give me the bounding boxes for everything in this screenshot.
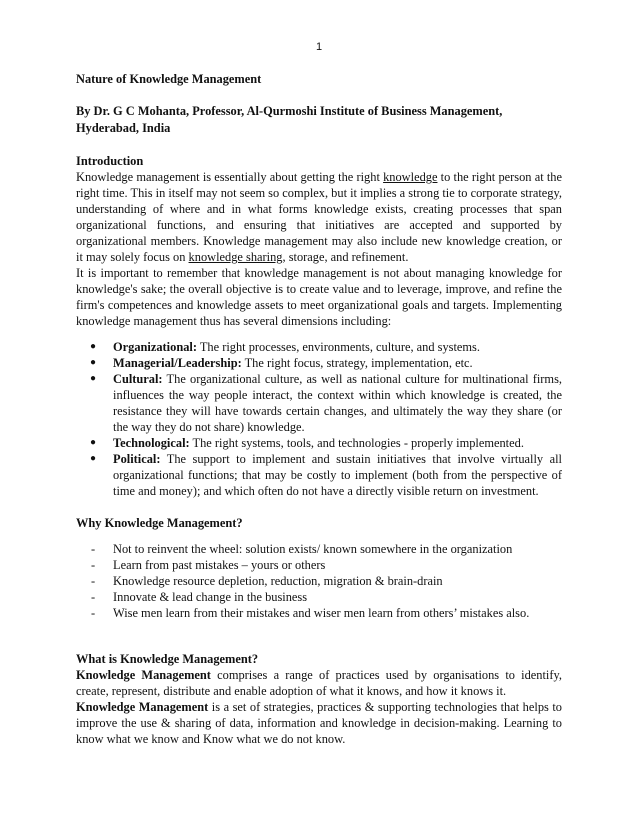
what-heading: What is Knowledge Management? xyxy=(76,652,259,666)
dimension-term: Political: xyxy=(113,452,161,466)
dimensions-list xyxy=(76,339,562,499)
what-paragraph-2 xyxy=(76,699,562,747)
why-item-text: Learn from past mistakes – yours or others xyxy=(113,558,326,572)
dimension-text: The organizational culture, as well as national culture for multinational firms, influences the way people interact, the context within which knowledge is created, the resistance they will have towards certain changes, and ultimately the way they share (or the way they do not share) knowledge. xyxy=(113,372,562,434)
dash-marker: - xyxy=(91,606,96,620)
knowledge-sharing-link[interactable]: knowledge sharing xyxy=(188,250,283,264)
list-item xyxy=(90,435,562,451)
dimension-term: Cultural: xyxy=(113,372,163,386)
what-text: comprises a range of practices used by organisations to identify, create, represent, distribute and enable adoption of what it knows, and how it knows it. xyxy=(76,668,562,698)
why-item-text: Innovate & lead change in the business xyxy=(113,590,308,604)
list-item xyxy=(90,339,562,355)
list-item xyxy=(90,371,562,435)
bullet-icon: ● xyxy=(90,373,97,384)
dimension-text: The right processes, environments, culture, and systems. xyxy=(196,340,480,354)
page-number: 1 xyxy=(315,41,323,53)
dimension-term: Technological: xyxy=(113,436,190,450)
intro-text-a: Knowledge management is essentially about getting the right xyxy=(76,170,384,184)
why-heading: Why Knowledge Management? xyxy=(76,516,243,530)
intro-paragraph-1 xyxy=(76,169,562,265)
bullet-icon: ● xyxy=(90,453,97,464)
list-item xyxy=(91,557,562,573)
intro-text-c: , storage, and refinement. xyxy=(282,250,409,264)
what-paragraph-1 xyxy=(76,667,562,699)
bullet-icon: ● xyxy=(90,357,97,368)
document-title: Nature of Knowledge Management xyxy=(76,72,262,86)
bullet-icon: ● xyxy=(90,437,97,448)
why-item-text: Not to reinvent the wheel: solution exists/ known somewhere in the organization xyxy=(113,542,513,556)
dash-marker: - xyxy=(91,574,96,588)
list-item xyxy=(90,451,562,499)
dimension-text: The support to implement and sustain initiatives that involve virtually all organizational functions; that may be costly to implement (both from the perspective of time and money); and which often do not have a directly visible return on investment. xyxy=(113,452,562,498)
why-item-text: Knowledge resource depletion, reduction, migration & brain-drain xyxy=(113,574,443,588)
list-item xyxy=(90,355,562,371)
intro-text-b: to the right person at the right time. This in itself may not seem so complex, but it implies a strong tie to corporate strategy, understanding of where and in what forms knowledge exists, creating processes that span organizational functions, and ensuring that initiatives are accepted and supported by organizational members. Knowledge management may also include new knowledge creation, or it may solely focus on xyxy=(76,170,562,264)
knowledge-link[interactable]: knowledge xyxy=(383,170,438,184)
what-text: is a set of strategies, practices & supporting technologies that helps to improve the use & sharing of data, information and knowledge in decision-making. Learning to know what we know and Know what we do not know. xyxy=(76,700,563,746)
intro-heading: Introduction xyxy=(76,154,144,168)
why-item-text: Wise men learn from their mistakes and wiser men learn from others’ mistakes also. xyxy=(113,606,530,620)
dash-marker: - xyxy=(91,542,96,556)
page-content xyxy=(76,69,562,747)
dimension-text: The right systems, tools, and technologies - properly implemented. xyxy=(189,436,524,450)
bullet-icon: ● xyxy=(90,341,97,352)
dimension-term: Organizational: xyxy=(113,340,197,354)
dimension-text: The right focus, strategy, implementation, etc. xyxy=(241,356,473,370)
dash-marker: - xyxy=(91,590,96,604)
list-item xyxy=(91,573,562,589)
dash-marker: - xyxy=(91,558,96,572)
list-item xyxy=(91,541,562,557)
intro-paragraph-2: It is important to remember that knowledge management is not about managing knowledge for knowledge's sake; the overall objective is to create value and to leverage, improve, and refine the firm's competences and knowledge assets to meet organizational goals and targets. Implementing knowledge management thus has several dimensions including: xyxy=(76,266,562,328)
why-list xyxy=(76,541,562,621)
dimension-term: Managerial/Leadership: xyxy=(113,356,242,370)
what-term: Knowledge Management xyxy=(76,668,211,682)
list-item xyxy=(91,605,562,621)
what-term: Knowledge Management xyxy=(76,700,209,714)
list-item xyxy=(91,589,562,605)
author-byline: By Dr. G C Mohanta, Professor, Al-Qurmoshi Institute of Business Management, Hyderabad, India xyxy=(76,104,503,135)
